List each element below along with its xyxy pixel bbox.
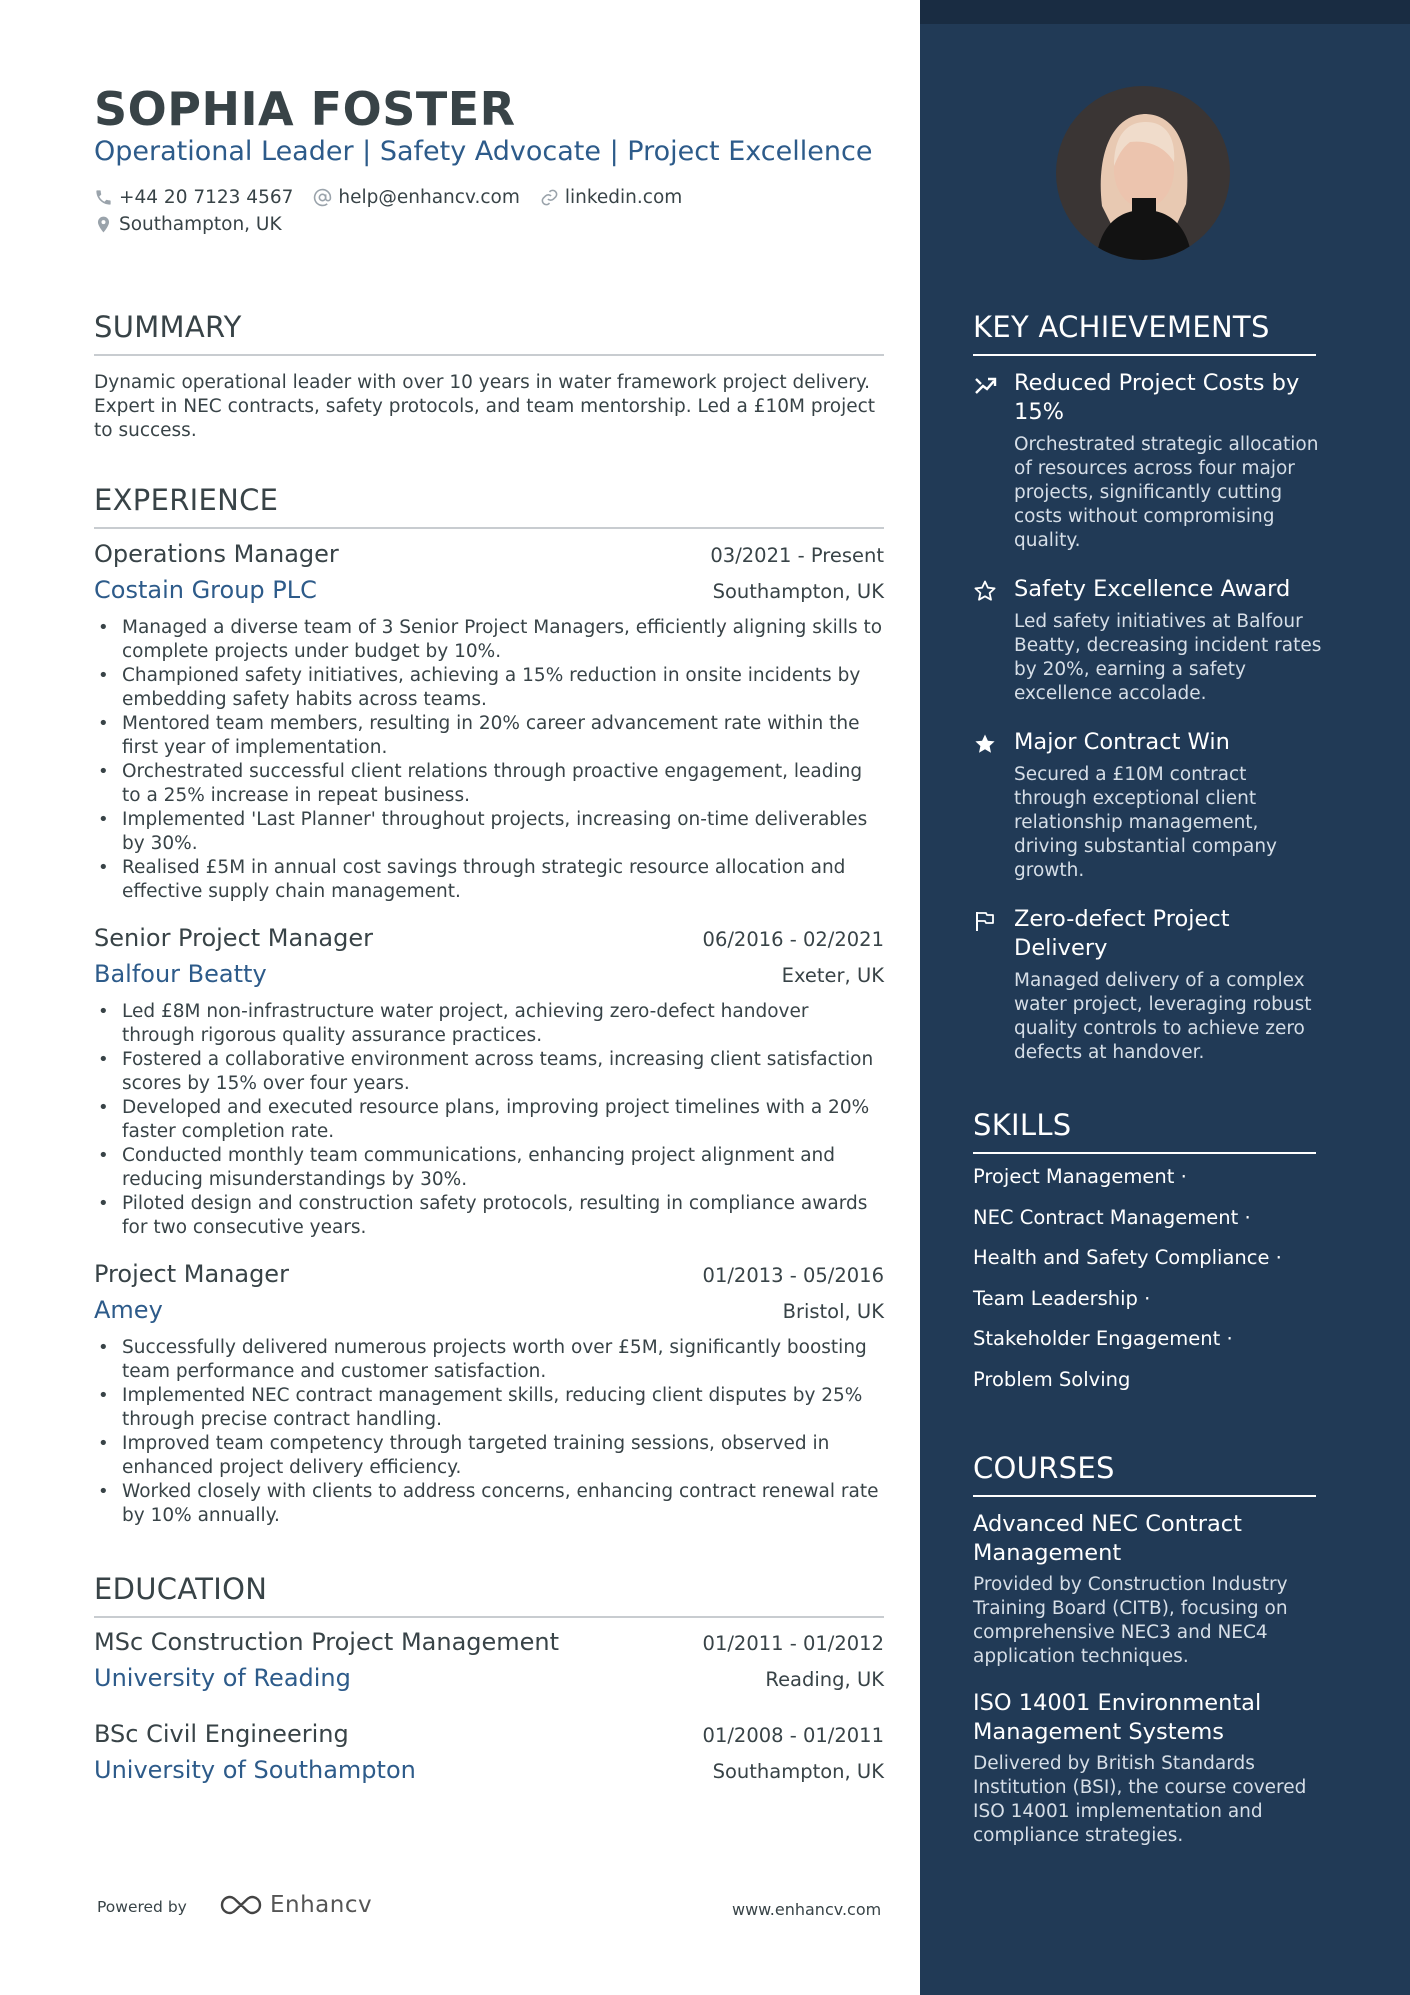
star-filled-icon bbox=[973, 732, 997, 756]
education-entry bbox=[94, 1628, 884, 1704]
achievements-heading: KEY ACHIEVEMENTS bbox=[973, 310, 1316, 356]
job-bullet: • Conducted monthly team communications, enhancing project alignment and reducing misunderstandings by 30%. bbox=[94, 1144, 884, 1192]
powered-by-label: Powered by bbox=[97, 1898, 187, 1916]
course-item bbox=[973, 1689, 1323, 1848]
skill-item: Project Management · bbox=[973, 1165, 1187, 1188]
website-link[interactable]: www.enhancv.com bbox=[732, 1900, 882, 1919]
job-company: Amey bbox=[94, 1296, 163, 1324]
job-date: 01/2013 - 05/2016 bbox=[702, 1264, 884, 1287]
job-bullet: • Implemented 'Last Planner' throughout projects, increasing on-time deliverables by 30%. bbox=[94, 808, 884, 856]
education-entry bbox=[94, 1720, 884, 1796]
location-text: Southampton, UK bbox=[119, 214, 282, 235]
course-title: Advanced NEC Contract Management bbox=[973, 1511, 1242, 1566]
job-bullet: • Worked closely with clients to address concerns, enhancing contract renewal rate by 10% annually. bbox=[94, 1480, 884, 1528]
job-entry bbox=[94, 1260, 884, 1528]
enhancv-logo[interactable] bbox=[218, 1892, 372, 1918]
skill-item: Problem Solving bbox=[973, 1367, 1131, 1391]
course-description: Delivered by British Standards Institution (BSI), the course covered ISO 14001 implementation and compliance strategies. bbox=[973, 1753, 1307, 1846]
job-company: Costain Group PLC bbox=[94, 576, 317, 604]
school-location: Reading, UK bbox=[765, 1668, 884, 1691]
job-date: 03/2021 - Present bbox=[710, 544, 884, 567]
candidate-name: SOPHIA FOSTER bbox=[94, 82, 516, 136]
job-bullet: • Led £8M non-infrastructure water project, achieving zero-defect handover through rigorous quality assurance practices. bbox=[94, 1000, 884, 1048]
job-bullet: • Implemented NEC contract management skills, reducing client disputes by 25% through precise contract handling. bbox=[94, 1384, 884, 1432]
achievement-item bbox=[973, 575, 1323, 706]
email-contact[interactable] bbox=[313, 187, 519, 208]
location-contact bbox=[94, 214, 282, 235]
enhancv-logo-icon bbox=[218, 1892, 264, 1918]
job-bullet: • Orchestrated successful client relations through proactive engagement, leading to a 25% increase in repeat business. bbox=[94, 760, 884, 808]
achievement-description: Orchestrated strategic allocation of resources across four major projects, significantly cutting costs without compromising quality. bbox=[1014, 434, 1319, 551]
job-title: Senior Project Manager bbox=[94, 924, 373, 952]
course-description: Provided by Construction Industry Training Board (CITB), focusing on comprehensive NEC3 and NEC4 application techniques. bbox=[973, 1574, 1288, 1667]
contact-info bbox=[94, 184, 894, 238]
phone-text: +44 20 7123 4567 bbox=[119, 187, 294, 208]
job-bullet: • Managed a diverse team of 3 Senior Project Managers, efficiently aligning skills to complete projects under budget by 10%. bbox=[94, 616, 884, 664]
achievement-description: Managed delivery of a complex water project, leveraging robust quality controls to achieve zero defects at handover. bbox=[1014, 970, 1312, 1063]
job-title: Operations Manager bbox=[94, 540, 339, 568]
linkedin-contact[interactable] bbox=[540, 187, 682, 208]
summary-text: Dynamic operational leader with over 10 years in water framework project delivery. Expert in NEC contracts, safety protocols, and team mentorship. Led a £10M project to success. bbox=[94, 372, 876, 441]
star-outline-icon bbox=[973, 579, 997, 603]
sidebar-top-bar bbox=[920, 0, 1410, 24]
job-location: Southampton, UK bbox=[712, 580, 884, 603]
job-location: Exeter, UK bbox=[781, 964, 884, 987]
job-bullet: • Successfully delivered numerous projects worth over £5M, significantly boosting team performance and customer satisfaction. bbox=[94, 1336, 884, 1384]
candidate-tagline: Operational Leader | Safety Advocate | Project Excellence bbox=[94, 136, 873, 167]
sidebar bbox=[920, 0, 1410, 1995]
location-pin-icon bbox=[94, 215, 113, 234]
job-date: 06/2016 - 02/2021 bbox=[702, 928, 884, 951]
job-bullet: • Developed and executed resource plans, improving project timelines with a 20% faster completion rate. bbox=[94, 1096, 884, 1144]
skill-item: Team Leadership · bbox=[973, 1286, 1151, 1310]
flag-icon bbox=[973, 909, 997, 933]
summary-heading: SUMMARY bbox=[94, 310, 884, 356]
job-bullet: • Fostered a collaborative environment across teams, increasing client satisfaction scores by 15% over four years. bbox=[94, 1048, 884, 1096]
job-bullet: • Championed safety initiatives, achieving a 15% reduction in onsite incidents by embedding safety habits across teams. bbox=[94, 664, 884, 712]
education-heading: EDUCATION bbox=[94, 1572, 884, 1618]
education-date: 01/2008 - 01/2011 bbox=[702, 1724, 884, 1747]
achievement-title: Reduced Project Costs by 15% bbox=[1014, 370, 1300, 425]
achievement-item bbox=[973, 728, 1323, 883]
achievement-title: Major Contract Win bbox=[1014, 729, 1230, 755]
degree-title: MSc Construction Project Management bbox=[94, 1628, 560, 1656]
course-item bbox=[973, 1510, 1323, 1669]
degree-title: BSc Civil Engineering bbox=[94, 1720, 349, 1748]
achievement-description: Secured a £10M contract through exceptional client relationship management, driving substantial company growth. bbox=[1014, 764, 1278, 881]
school-name: University of Southampton bbox=[94, 1756, 416, 1784]
job-bullet: • Piloted design and construction safety protocols, resulting in compliance awards for two consecutive years. bbox=[94, 1192, 884, 1240]
achievement-item bbox=[973, 369, 1323, 553]
courses-heading: COURSES bbox=[973, 1451, 1316, 1497]
job-bullets bbox=[94, 1336, 884, 1528]
job-bullet: • Mentored team members, resulting in 20% career advancement rate within the first year of implementation. bbox=[94, 712, 884, 760]
achievement-item bbox=[973, 905, 1323, 1065]
phone-icon bbox=[94, 188, 113, 207]
job-location: Bristol, UK bbox=[782, 1300, 884, 1323]
profile-photo bbox=[1056, 86, 1230, 260]
linkedin-text: linkedin.com bbox=[564, 187, 683, 208]
experience-heading: EXPERIENCE bbox=[94, 483, 884, 529]
link-icon bbox=[540, 188, 559, 207]
enhancv-brand: Enhancv bbox=[270, 1892, 373, 1918]
skill-item: Stakeholder Engagement · bbox=[973, 1327, 1233, 1350]
skills-list bbox=[973, 1165, 1323, 1408]
skills-heading: SKILLS bbox=[973, 1108, 1316, 1154]
job-bullets bbox=[94, 1000, 884, 1240]
achievement-title: Safety Excellence Award bbox=[1014, 576, 1291, 602]
course-title: ISO 14001 Environmental Management Systems bbox=[973, 1690, 1262, 1745]
phone-contact[interactable] bbox=[94, 187, 293, 208]
job-entry bbox=[94, 924, 884, 1240]
growth-icon bbox=[973, 373, 997, 397]
job-bullet: • Realised £5M in annual cost savings through strategic resource allocation and effective supply chain management. bbox=[94, 856, 884, 904]
achievement-title: Zero-defect Project Delivery bbox=[1014, 906, 1230, 961]
email-text: help@enhancv.com bbox=[338, 187, 520, 208]
job-bullet: • Improved team competency through targeted training sessions, observed in enhanced project delivery efficiency. bbox=[94, 1432, 884, 1480]
at-icon bbox=[313, 188, 332, 207]
job-company: Balfour Beatty bbox=[94, 960, 267, 988]
school-name: University of Reading bbox=[94, 1664, 351, 1692]
achievement-description: Led safety initiatives at Balfour Beatty, decreasing incident rates by 20%, earning a safety excellence accolade. bbox=[1014, 611, 1322, 704]
job-title: Project Manager bbox=[94, 1260, 289, 1288]
school-location: Southampton, UK bbox=[712, 1760, 884, 1783]
education-date: 01/2011 - 01/2012 bbox=[702, 1632, 884, 1655]
skill-item: Health and Safety Compliance · bbox=[973, 1246, 1282, 1269]
job-bullets bbox=[94, 616, 884, 904]
skill-item: NEC Contract Management · bbox=[973, 1205, 1251, 1229]
job-entry bbox=[94, 540, 884, 904]
